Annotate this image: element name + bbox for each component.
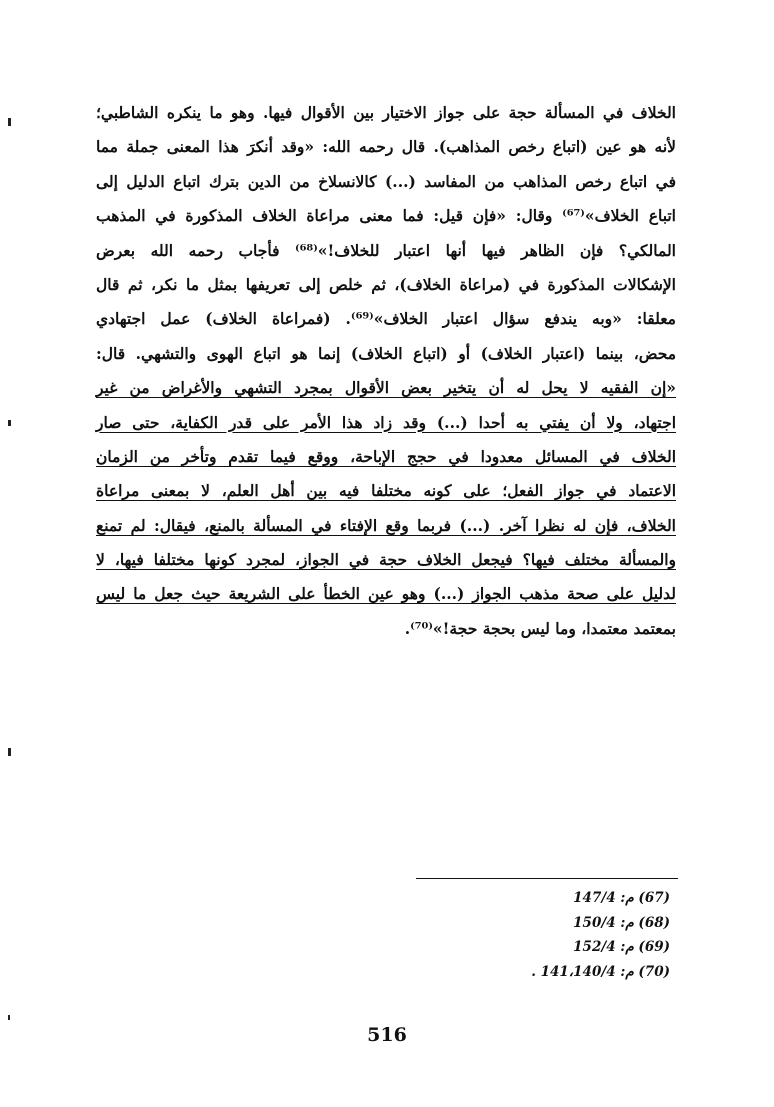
scan-mark-middle <box>8 420 11 426</box>
body-line: الخلاف في المسألة حجة على جواز الاختيار بين الأقوال فيها. وهو ما ينكره الشاطبي؛ <box>96 103 676 122</box>
scan-mark-lower <box>8 748 11 756</box>
body-text <box>96 96 676 646</box>
footnote: (69) م: 152/4 <box>573 939 670 955</box>
body-line: المالكي؟ فإن الظاهر فيها أنها اعتبار للخلاف!»⁽⁶⁸⁾ فأجاب رحمه الله بعرض <box>96 240 676 260</box>
scan-mark-bottom <box>8 1015 10 1020</box>
page-number: 516 <box>367 1024 407 1046</box>
footnote-separator <box>416 878 678 879</box>
body-line: اتباع الخلاف»⁽⁶⁷⁾ وقال: «فإن قيل: فما معنى مراعاة الخلاف المذكورة في المذهب <box>96 206 676 226</box>
underlined-quote-line: الاعتماد في جواز الفعل؛ على كونه مختلفا فيه بين أهل العلم، لا بمعنى مراعاة <box>96 481 676 501</box>
footnote: (70) م: 141،140/4 . <box>531 963 670 980</box>
underlined-quote-line: اجتهاد، ولا أن يفتي به أحدا (...) وقد زاد هذا الأمر على قدر الكفاية، حتى صار <box>96 412 676 432</box>
underlined-quote-line: لدليل على صحة مذهب الجواز (...) وهو عين الخطأ على الشريعة حيث جعل ما ليس <box>96 584 676 604</box>
body-line: لأنه هو عين (اتباع رخص المذاهب). قال رحمه الله: «وقد أنكرَ هذا المعنى جملة مما <box>96 137 676 157</box>
body-line: محض، بينما (اعتبار الخلاف) أو (اتباع الخلاف) إنما هو اتباع الهوى والتشهي. قال: <box>96 343 676 363</box>
footnote: (67) م: 147/4 <box>573 890 670 906</box>
underlined-quote-line: «إن الفقيه لا يحل له أن يتخير بعض الأقوال بمجرد التشهي والأغراض من غير <box>96 378 676 398</box>
body-line: بمعتمد معتمدا، وما ليس بحجة حجة!»⁽⁷⁰⁾. <box>404 618 676 638</box>
footnotes <box>470 886 670 984</box>
body-line: في اتباع رخص المذاهب من المفاسد (...) كالانسلاخ من الدين بترك اتباع الدليل إلى <box>96 171 676 191</box>
underlined-quote-line: والمسألة مختلف فيها؟ فيجعل الخلاف حجة في الجواز، لمجرد كونها مختلفا فيها، لا <box>96 550 676 570</box>
body-line: الإشكالات المذكورة في (مراعاة الخلاف)، ثم خلص إلى تعريفها بمثل ما نكر، ثم قال <box>96 274 676 294</box>
scan-mark-top <box>8 118 11 126</box>
footnote: (68) م: 150/4 <box>573 914 670 931</box>
underlined-quote-line: الخلاف، فإن له نظرا آخر. (...) فربما وقع الإفتاء في المسألة بالمنع، فيقال: لم تمنع <box>96 515 676 535</box>
body-line: معلقا: «وبه يندفع سؤال اعتبار الخلاف»⁽⁶⁹⁾. (فمراعاة الخلاف) عمل اجتهادي <box>96 309 676 329</box>
underlined-quote-line: الخلاف في المسائل معدودا في حجج الإباحة، ووقع فيما تقدم وتأخر من الزمان <box>96 446 676 466</box>
